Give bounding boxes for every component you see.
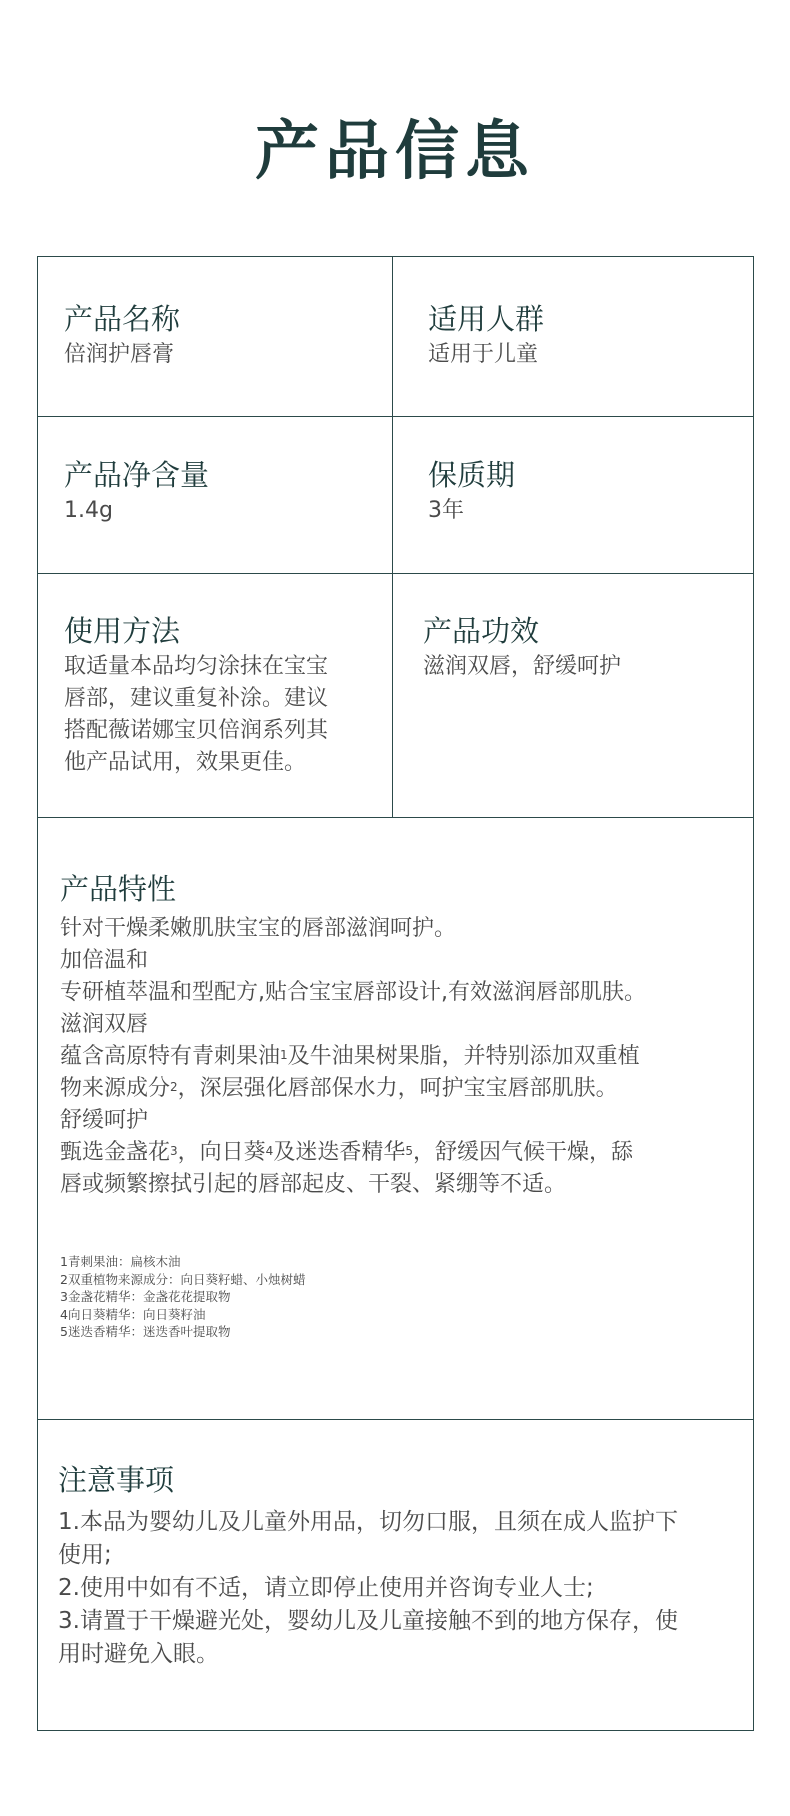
caution-line: 3.请置于干燥避光处，婴幼儿及儿童接触不到的地方保存，使 xyxy=(58,1608,678,1634)
audience-cell xyxy=(428,299,544,371)
effect-cell xyxy=(423,611,621,683)
net-content-label: 产品净含量 xyxy=(64,458,210,492)
feature-text: 唇或频繁擦拭引起的唇部起皮、干裂、紧绷等不适。 xyxy=(60,1172,567,1197)
audience-value: 适用于儿童 xyxy=(428,342,539,367)
caution-line: 用时避免入眼。 xyxy=(58,1641,219,1667)
footnotes xyxy=(60,1253,740,1341)
features-intro: 针对干燥柔嫩肌肤宝宝的唇部滋润呵护。 xyxy=(60,916,457,941)
features-section xyxy=(60,869,740,1341)
usage-line: 取适量本品均匀涂抹在宝宝 xyxy=(64,654,329,679)
row-divider xyxy=(38,817,753,818)
caution-line: 2.使用中如有不适，请立即停止使用并咨询专业人士; xyxy=(58,1575,594,1601)
shelf-life-value: 3年 xyxy=(428,498,464,523)
shelf-life-label: 保质期 xyxy=(428,458,516,492)
audience-label: 适用人群 xyxy=(428,302,545,336)
row-divider xyxy=(38,573,753,574)
shelf-life-cell xyxy=(428,455,515,527)
footnote: 4向日葵精华：向日葵籽油 xyxy=(60,1306,206,1322)
product-name-value: 倍润护唇膏 xyxy=(64,342,175,367)
page-title: 产品信息 xyxy=(255,114,535,189)
feature-text: 甄选金盏花$^3$，向日葵$^4$及迷迭香精华$^5$，舒缓因气候干燥，舔 xyxy=(60,1140,633,1165)
usage-line: 他产品试用，效果更佳。 xyxy=(64,750,307,775)
effect-label: 产品功效 xyxy=(423,614,540,648)
effect-value: 滋润双唇，舒缓呵护 xyxy=(423,654,622,679)
product-name-cell xyxy=(64,299,180,371)
product-info-table xyxy=(37,256,754,1731)
product-name-label: 产品名称 xyxy=(64,302,181,336)
row-divider xyxy=(38,1419,753,1420)
feature-text: 物来源成分$^2$，深层强化唇部保水力，呵护宝宝唇部肌肤。 xyxy=(60,1076,618,1101)
footnote: 1青刺果油：扁核木油 xyxy=(60,1254,181,1269)
usage-line: 唇部，建议重复补涂。建议 xyxy=(64,686,329,711)
column-divider xyxy=(392,257,393,817)
feature-heading: 舒缓呵护 xyxy=(60,1108,149,1133)
feature-text: 蕴含高原特有青刺果油$^1$及牛油果树果脂，并特别添加双重植 xyxy=(60,1044,640,1069)
caution-line: 1.本品为婴幼儿及儿童外用品，切勿口服，且须在成人监护下 xyxy=(58,1509,678,1535)
footnote: 5迷迭香精华：迷迭香叶提取物 xyxy=(60,1324,231,1339)
usage-cell xyxy=(64,611,384,779)
feature-heading: 加倍温和 xyxy=(60,948,149,973)
feature-heading: 滋润双唇 xyxy=(60,1012,149,1037)
footnote: 2双重植物来源成分：向日葵籽蜡、小烛树蜡 xyxy=(60,1271,306,1287)
features-title: 产品特性 xyxy=(60,872,177,906)
footnote: 3金盏花精华：金盏花花提取物 xyxy=(60,1289,231,1304)
net-content-cell xyxy=(64,455,209,527)
feature-text: 专研植萃温和型配方,贴合宝宝唇部设计,有效滋润唇部肌肤。 xyxy=(60,980,646,1005)
caution-line: 使用; xyxy=(58,1542,112,1568)
usage-line: 搭配薇诺娜宝贝倍润系列其 xyxy=(64,718,329,743)
caution-section xyxy=(58,1460,738,1671)
row-divider xyxy=(38,416,753,417)
usage-label: 使用方法 xyxy=(64,614,181,648)
caution-title: 注意事项 xyxy=(58,1463,175,1497)
net-content-value: 1.4g xyxy=(64,498,113,523)
